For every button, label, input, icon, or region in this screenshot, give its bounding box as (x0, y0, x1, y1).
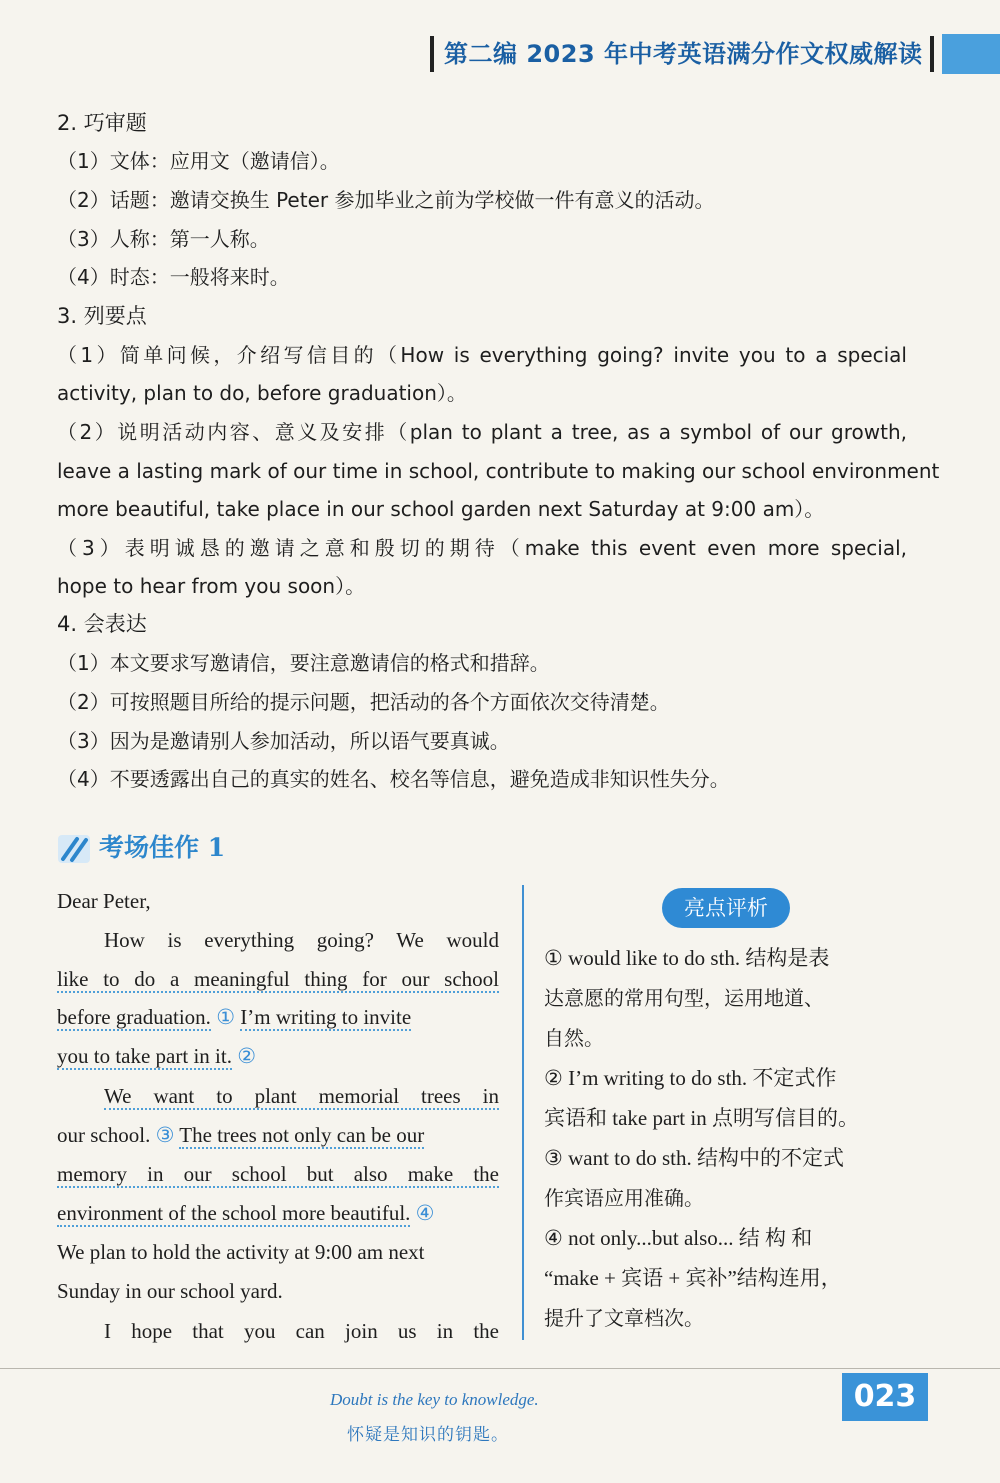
s3-item-1-line-1: （1）简单问候，介绍写信目的（How is everything going? invite you to a special (57, 343, 907, 367)
essay-line: I hope that you can join us in the (104, 1319, 499, 1343)
s3-item-2-line-3: more beautiful, take place in our school garden next Saturday at 9:00 am）。 (57, 497, 825, 521)
header-divider-left (430, 36, 434, 72)
analysis-note: “make + 宾语 + 宾补”结构连用， (544, 1266, 842, 1290)
essay-line (57, 1116, 499, 1154)
essay-line (104, 921, 499, 959)
essay-text-highlight: We want to plant memorial trees in (104, 1084, 499, 1108)
s4-item-4: （4）不要透露出自己的真实的姓名、校名等信息，避免造成非知识性失分。 (57, 767, 730, 791)
essay-text-highlight: I’m writing to invite (240, 1005, 412, 1029)
s2-item-3: （3）人称：第一人称。 (57, 227, 270, 251)
header-divider-right (930, 36, 934, 72)
s3-item-3-line-1: （3）表明诚恳的邀请之意和殷切的期待（make this event even more special, (57, 536, 907, 560)
marker-4: ④ (415, 1201, 435, 1225)
analysis-note: ④ not only...but also... 结 构 和 (544, 1226, 813, 1250)
essay-text-highlight: you to take part in it. (57, 1044, 232, 1068)
analysis-note: ② I’m writing to do sth. 不定式作 (544, 1066, 837, 1090)
essay-text-highlight: memory in our school but also make the (57, 1162, 499, 1186)
section-heading-4: 4. 会表达 (57, 612, 147, 636)
s2-item-2: （2）话题：邀请交换生 Peter 参加毕业之前为学校做一件有意义的活动。 (57, 188, 715, 212)
analysis-note: 达意愿的常用句型，运用地道、 (544, 986, 824, 1010)
essay-salutation: Dear Peter, (57, 889, 151, 913)
s3-item-3-line-2: hope to hear from you soon）。 (57, 574, 366, 598)
essay-line (104, 1077, 499, 1115)
pencil-icon (57, 834, 91, 864)
header-color-tab (942, 34, 1000, 74)
highlight-analysis-badge: 亮点评析 (662, 888, 790, 928)
analysis-note: ① would like to do sth. 结构是表 (544, 946, 830, 970)
section-heading-3: 3. 列要点 (57, 304, 147, 328)
page-number: 023 (842, 1373, 928, 1421)
s3-item-1-line-2: activity, plan to do, before graduation）。 (57, 381, 467, 405)
header-title: 第二编 2023 年中考英语满分作文权威解读 (444, 40, 923, 68)
footer-motto-chinese: 怀疑是知识的钥匙。 (347, 1425, 509, 1445)
marker-2: ② (237, 1044, 257, 1068)
essay-line: Sunday in our school yard. (57, 1279, 283, 1303)
essay-text-highlight: The trees not only can be our (179, 1123, 425, 1147)
s4-item-2: （2）可按照题目所给的提示问题，把活动的各个方面依次交待清楚。 (57, 690, 670, 714)
model-essay-title: 考场佳作 1 (99, 833, 226, 862)
section-heading-2: 2. 巧审题 (57, 111, 147, 135)
essay-line (57, 1194, 499, 1232)
analysis-note: ③ want to do sth. 结构中的不定式 (544, 1146, 844, 1170)
essay-text-highlight: like to do a meaningful thing for our school (57, 967, 499, 991)
analysis-note: 自然。 (544, 1026, 604, 1050)
analysis-note: 作宾语应用准确。 (544, 1186, 704, 1210)
model-essay-heading (57, 828, 357, 868)
marker-3: ③ (155, 1123, 175, 1147)
analysis-note: 宾语和 take part in 点明写信目的。 (544, 1106, 859, 1130)
analysis-note: 提升了文章档次。 (544, 1306, 704, 1330)
s3-item-2-line-2: leave a lasting mark of our time in school, contribute to making our school environment (57, 459, 940, 483)
footer-rule (0, 1368, 1000, 1369)
essay-line (57, 998, 499, 1036)
essay-text: our school. (57, 1123, 151, 1147)
essay-line (57, 960, 499, 998)
essay-text: How is everything going? We would (104, 928, 499, 952)
essay-text-highlight: before graduation. (57, 1005, 211, 1029)
marker-1: ① (216, 1005, 236, 1029)
running-header (430, 34, 1000, 74)
essay-line (57, 1155, 499, 1193)
s2-item-1: （1）文体：应用文（邀请信）。 (57, 149, 340, 173)
s4-item-1: （1）本文要求写邀请信，要注意邀请信的格式和措辞。 (57, 651, 550, 675)
essay-text-highlight: environment of the school more beautiful. (57, 1201, 411, 1225)
s2-item-4: （4）时态：一般将来时。 (57, 265, 290, 289)
essay-line: We plan to hold the activity at 9:00 am next (57, 1240, 425, 1264)
s4-item-3: （3）因为是邀请别人参加活动，所以语气要真诚。 (57, 729, 510, 753)
s3-item-2-line-1: （2）说明活动内容、意义及安排（plan to plant a tree, as a symbol of our growth, (57, 420, 907, 444)
column-divider (522, 885, 524, 1340)
essay-line (57, 1037, 499, 1075)
footer-motto-english: Doubt is the key to knowledge. (330, 1390, 539, 1409)
